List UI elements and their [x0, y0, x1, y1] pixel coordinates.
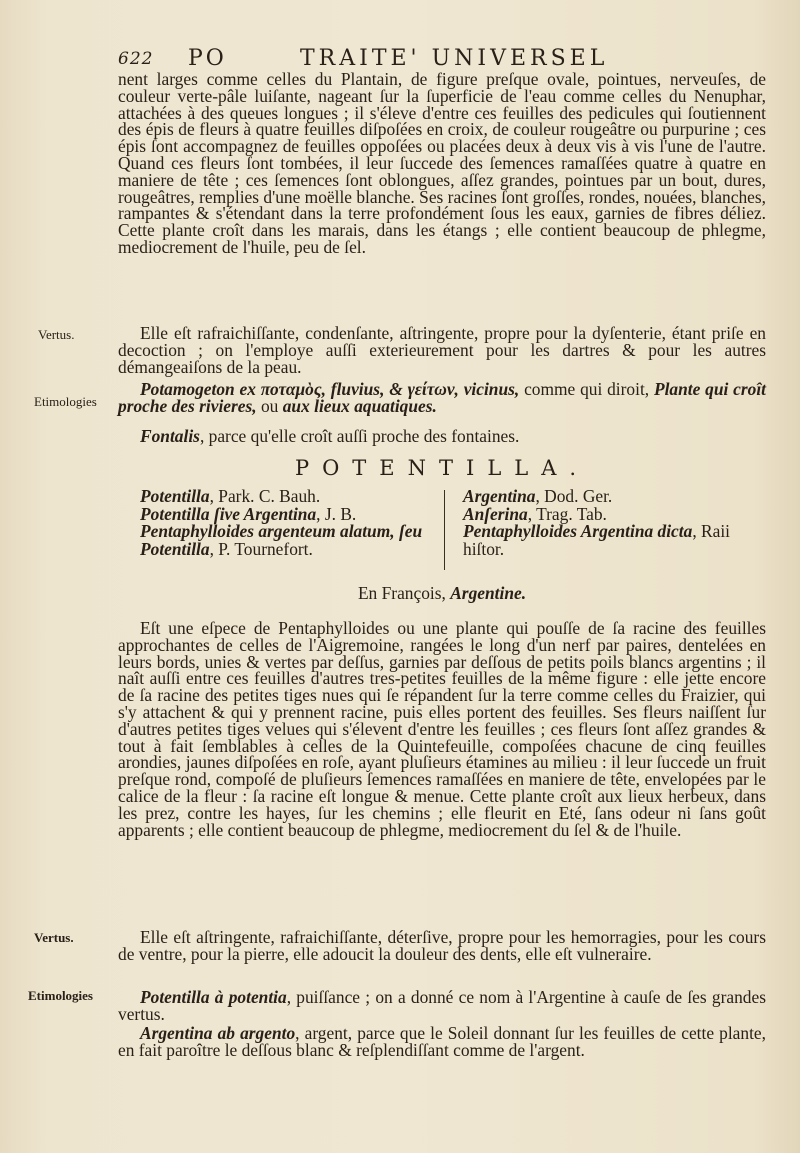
- etymology-text: comme qui diroit,: [519, 379, 654, 399]
- etimologies-paragraph-3: [118, 1025, 766, 1059]
- description-text: Eſt une eſpece de Pentaphylloides ou une plante qui pouſſe de ſa racine des feuilles approchantes de celles de l'Aigremoine, rangées le long d'un nerf par paires, dentelées en leurs bords, unies & vertes par deſſus, garnies par deſſous de petits poils blancs argentins ; il naît auſſi entre ces feuilles d'autres tres-petites feuilles de la même figure : elle jette encore de ſa racine des petites tiges nues qui ſe répandent ſur la terre comme celles du Fraizier, qui s'y attachent & qui y prennent racine, puis elles portent des feuilles. Ses fleurs naiſſent ſur d'autres petites tiges velues qui s'élevent d'entre les feuilles ; ces fleurs ſont aſſez grandes & tout à fait ſemblables à celles de la Quintefeuille, compoſées chacune de cinq feuilles arondies, jaunes diſpoſées en roſe, ayant pluſieurs étamines au milieu : il leur ſuccede un fruit preſque rond, compoſé de pluſieurs ſemences ramaſſées en maniere de tête, envelopées par le calice de la fleur : ſa racine eſt longue & menue. Cette plante croît aux lieux herbeux, dans les prez, contre les hayes, ſur les chemins ; elle fleurit en Eté, ſans odeur ni ſans goût apparents ; elle contient beaucoup de phlegme, mediocrement du ſel & de l'huile.: [118, 618, 766, 840]
- french-name: Argentine.: [450, 583, 527, 603]
- margin-note-vertus-2: Vertus.: [34, 930, 74, 945]
- synonyms-block: [118, 488, 766, 572]
- synonym-source: , Trag. Tab.: [527, 503, 607, 524]
- margin-note-vertus-1: Vertus.: [38, 327, 75, 342]
- etymology-gloss: Plante qui croît proche des rivieres,: [118, 379, 766, 416]
- synonym-source: , Park. C. Bauh.: [209, 486, 321, 506]
- etymology-argentina-text: , argent, parce que le Soleil donnant ſur les feuilles de cette plante, en fait paroître le deſſous blanc & reſplendiſſant comme de l'argent.: [118, 1023, 766, 1060]
- etymology-potentilla-text: , puiſſance ; on a donné ce nom à l'Argentine à cauſe de ſes grandes vertus.: [118, 987, 766, 1024]
- synonym-source: , J. B.: [316, 503, 357, 524]
- synonym-source: , Dod. Ger.: [535, 486, 613, 506]
- synonym-name: Argentina: [463, 486, 536, 506]
- fontalis-paragraph: [118, 428, 766, 445]
- vertus-text-1: Elle eſt rafraichiſſante, condenſante, aſtringente, propre pour la dyſenterie, étant priſe en decoction ; on l'employe auſſi exterieurement pour les dartres & pour les autres démangeaiſons de la peau.: [118, 323, 766, 377]
- synonyms-left-column: [140, 488, 450, 558]
- synonym-name: Pentaphylloides Argentina dicta: [463, 521, 693, 542]
- description-paragraph: [118, 620, 766, 838]
- vertus-text-2: Elle eſt aſtringente, rafraichiſſante, déterſive, propre pour les hemorragies, pour les cours de ventre, pour la pierre, elle adoucit la douleur des dents, elle eſt vulneraire.: [118, 927, 766, 964]
- column-divider: [444, 490, 445, 570]
- synonym-source: , Raii: [692, 521, 730, 542]
- synonym-name: Anſerina: [463, 503, 528, 524]
- page-number: 622: [118, 49, 154, 69]
- section-title: POTENTILLA.: [294, 456, 590, 480]
- synonym-name: Pentaphylloides argenteum alatum, ſeu: [140, 521, 423, 542]
- etymology-name-argentina: Argentina ab argento: [140, 1023, 296, 1043]
- margin-note-etimologies-2: Etimologies: [28, 988, 93, 1003]
- etimologies-paragraph-1: [118, 381, 766, 415]
- etimologies-paragraph-2: [118, 989, 766, 1023]
- synonym-name: Potentilla: [140, 538, 210, 559]
- etymology-or: ou: [256, 395, 283, 416]
- description-continued: [118, 71, 766, 256]
- synonyms-right-column: [463, 488, 763, 558]
- margin-note-etimologies-1: Etimologies: [34, 394, 97, 409]
- synonym-entry: [140, 538, 450, 559]
- vertus-paragraph-1: [118, 325, 766, 375]
- synonym-name: Potentilla ſive Argentina: [140, 503, 317, 524]
- description-continued-text: nent larges comme celles du Plantain, de figure preſque ovale, pointues, nerveuſes, de couleur verte-pâle luiſante, nageant ſur la ſuperficie de l'eau comme celles du Nenuphar, attachées à des queues longues ; il s'éleve d'entre ces feuilles des pedicules qui ſoutiennent des épis de fleurs à quatre feuilles diſpoſées en croix, de couleur rougeâtre ou purpurine ; ces épis ſont accompagnez de feuilles oppoſées ou placées deux à deux vis à vis l'une de l'autre. Quand ces fleurs ſont tombées, il leur ſuccede des ſemences ramaſſées quatre à quatre en maniere de tête ; ces ſemences ſont oblongues, aſſez grandes, pointues par un bout, dures, rougeâtres, remplies d'une moëlle blanche. Ses racines ſont groſſes, rondes, nouées, blanches, rampantes & s'étendant dans la terre profondément ſous les eaux, garnies de fibres déliez. Cette plante croît dans les marais, dans les étangs ; elle contient beaucoup de phlegme, mediocrement de l'huile, peu de ſel.: [118, 69, 766, 257]
- etymology-name-fontalis: Fontalis: [140, 426, 200, 446]
- synonym-entry: [463, 523, 763, 541]
- synonym-entry: [463, 538, 763, 559]
- running-title: TRAITE' UNIVERSEL: [300, 46, 609, 71]
- etymology-gloss-2: aux lieux aquatiques.: [282, 395, 437, 416]
- synonym-source: hiſtor.: [463, 538, 505, 559]
- synonym-source: , P. Tournefort.: [209, 538, 313, 559]
- vertus-paragraph-2: [118, 929, 766, 963]
- synonym-name: Potentilla: [140, 486, 210, 506]
- etymology-name-potamogeton: Potamogeton ex ποταμὸς, fluvius, & γείτων, vicinus,: [140, 379, 520, 399]
- fontalis-text: , parce qu'elle croît auſſi proche des fontaines.: [199, 426, 520, 446]
- french-name-prefix: En François,: [357, 583, 451, 603]
- french-name-line: [118, 583, 766, 604]
- header-short-title: PO: [188, 46, 227, 71]
- etymology-name-potentilla: Potentilla à potentia: [140, 987, 287, 1007]
